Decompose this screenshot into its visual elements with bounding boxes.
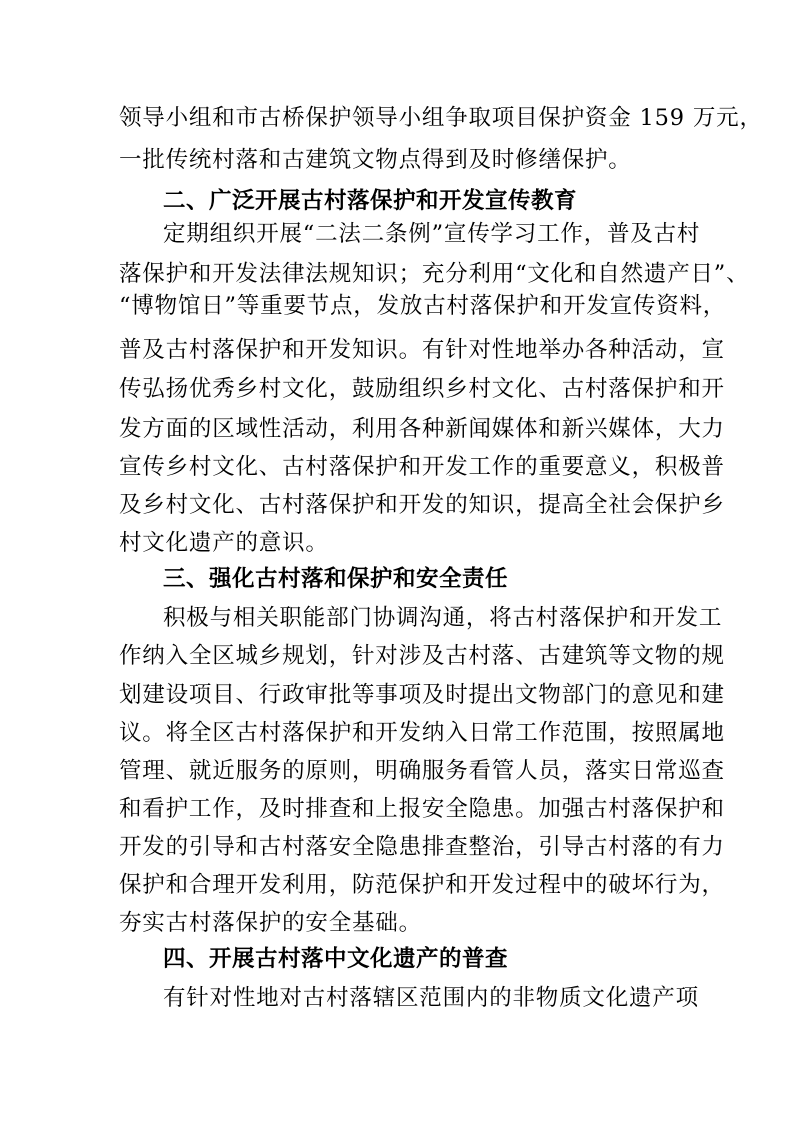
text-line: 和看护工作，及时排查和上报安全隐患。加强古村落保护和	[119, 796, 725, 822]
text-line: 落保护和开发法律法规知识；充分利用“文化和自然遗产日”、	[119, 261, 750, 287]
section-heading: 四、开展古村落中文化遗产的普查	[163, 946, 509, 972]
text-line: 传弘扬优秀乡村文化，鼓励组织乡村文化、古村落保护和开	[119, 376, 725, 402]
text-line: 划建设项目、行政审批等事项及时提出文物部门的意见和建	[119, 682, 725, 708]
text-line: 领导小组和市古桥保护领导小组争取项目保护资金 159 万元，	[119, 105, 763, 131]
text-line: 开发的引导和古村落安全隐患排查整治，引导古村落的有力	[119, 834, 725, 860]
text-line: “博物馆日”等重要节点，发放古村落保护和开发宣传资料，	[119, 293, 727, 319]
text-line: 夯实古村落保护的安全基础。	[119, 910, 422, 936]
text-line: 普及古村落保护和开发知识。有针对性地举办各种活动，宣	[119, 337, 725, 363]
section-heading: 二、广泛开展古村落保护和开发宣传教育	[163, 188, 578, 214]
text-line: 积极与相关职能部门协调沟通，将古村落保护和开发工	[163, 605, 723, 631]
section-heading: 三、强化古村落和保护和安全责任	[163, 566, 509, 592]
text-line: 作纳入全区城乡规划，针对涉及古村落、古建筑等文物的规	[119, 643, 725, 669]
text-line: 村文化遗产的意识。	[119, 530, 329, 556]
text-line: 定期组织开展“二法二条例”宣传学习工作，普及古村	[163, 221, 701, 247]
text-line: 宣传乡村文化、古村落保护和开发工作的重要意义，积极普	[119, 454, 725, 480]
text-line: 保护和合理开发利用，防范保护和开发过程中的破坏行为，	[119, 872, 725, 898]
text-line: 发方面的区域性活动，利用各种新闻媒体和新兴媒体，大力	[119, 416, 725, 442]
text-line: 一批传统村落和古建筑文物点得到及时修缮保护。	[119, 147, 632, 173]
text-line: 及乡村文化、古村落保护和开发的知识，提高全社会保护乡	[119, 492, 725, 518]
text-line: 议。将全区古村落保护和开发纳入日常工作范围，按照属地	[119, 720, 725, 746]
text-line: 有针对性地对古村落辖区范围内的非物质文化遗产项	[163, 985, 699, 1011]
text-line: 管理、就近服务的原则，明确服务看管人员，落实日常巡查	[119, 758, 725, 784]
